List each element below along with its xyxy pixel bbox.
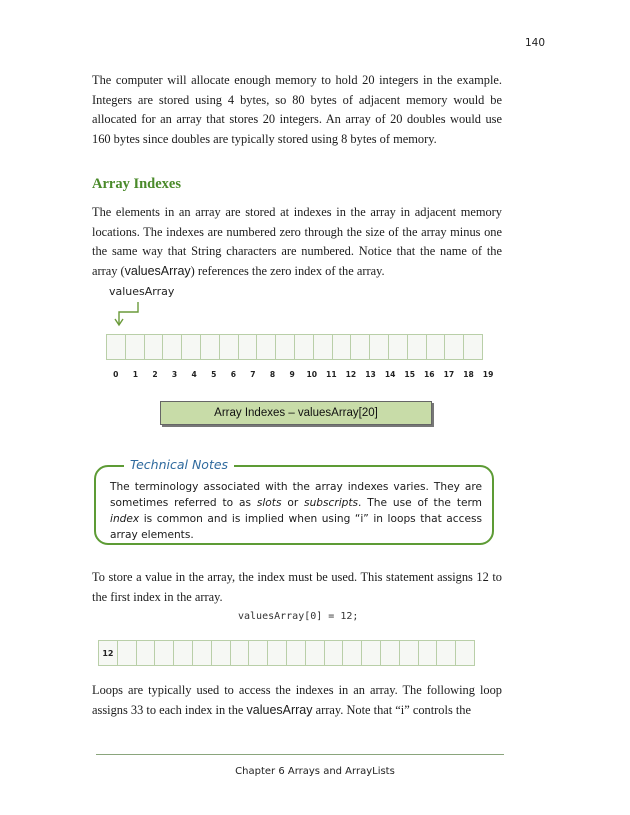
index-labels bbox=[106, 370, 498, 379]
index-label: 16 bbox=[424, 370, 435, 379]
index-label: 17 bbox=[443, 370, 455, 379]
index-label: 9 bbox=[289, 370, 295, 379]
paragraph-loops-text-b: array. Note that “i” controls the bbox=[312, 702, 472, 717]
array-cell bbox=[219, 334, 239, 360]
notes-term-subscripts: subscripts bbox=[304, 497, 359, 509]
footer-chapter-title: Chapter 6 Arrays and ArrayLists bbox=[235, 766, 395, 777]
paragraph-indexes bbox=[92, 203, 502, 281]
pointer-arrow-icon bbox=[112, 300, 142, 328]
array-cell bbox=[418, 640, 438, 666]
notes-term-slots: slots bbox=[256, 497, 282, 509]
technical-notes-title: Technical Notes bbox=[124, 457, 234, 472]
array-cell bbox=[106, 334, 126, 360]
array-cell bbox=[125, 334, 145, 360]
array-cell bbox=[200, 334, 220, 360]
notes-text-c: . The use of the term bbox=[358, 497, 482, 509]
notes-term-index: index bbox=[110, 513, 140, 525]
paragraph-loops-text-a: Loops are typically used to access the indexes in an array. The following loop assigns 33 to each index in the bbox=[92, 683, 502, 717]
notes-text-a: The terminology associated with the array indexes varies. They are sometimes referred to as bbox=[110, 481, 482, 509]
paragraph-indexes-text-b: ) references the zero index of the array. bbox=[190, 263, 385, 278]
array-cell bbox=[350, 334, 370, 360]
array-cell bbox=[230, 640, 250, 666]
array-cell bbox=[444, 334, 464, 360]
notes-text-b: or bbox=[281, 497, 305, 509]
array-name-label: valuesArray bbox=[109, 285, 175, 298]
index-label: 6 bbox=[230, 370, 236, 379]
paragraph-store-value: To store a value in the array, the index must be used. This statement assigns 12 to the first index in the array. bbox=[92, 570, 502, 604]
paragraph-loops bbox=[92, 681, 502, 720]
notes-text-d: is common and is implied when using “i” in loops that access array elements. bbox=[110, 513, 482, 541]
array-cell bbox=[256, 334, 276, 360]
index-label: 12 bbox=[345, 370, 357, 379]
array-cell bbox=[144, 334, 164, 360]
paragraph-indexes-text-a: The elements in an array are stored at indexes in the array in adjacent memory locations. The indexes are numbered zero through the size of the array minus one the same way that String characters are numbered. Notice that the name of the array ( bbox=[92, 205, 502, 278]
index-label: 18 bbox=[463, 370, 474, 379]
array-cell bbox=[369, 334, 389, 360]
array-cell bbox=[248, 640, 268, 666]
array-cell bbox=[455, 640, 475, 666]
array-cell bbox=[162, 334, 182, 360]
index-label: 13 bbox=[365, 370, 376, 379]
index-label: 15 bbox=[404, 370, 415, 379]
array-cells-empty bbox=[106, 334, 482, 360]
inline-code-valuesarray-2: valuesArray bbox=[246, 702, 313, 717]
array-cell bbox=[267, 640, 287, 666]
array-cell bbox=[275, 334, 295, 360]
array-cell bbox=[192, 640, 212, 666]
index-label: 1 bbox=[132, 370, 139, 379]
array-cell bbox=[305, 640, 325, 666]
index-label: 4 bbox=[191, 370, 197, 379]
index-label: 0 bbox=[113, 370, 119, 379]
code-assignment: valuesArray[0] = 12; bbox=[238, 611, 359, 622]
index-label: 10 bbox=[306, 370, 318, 379]
index-label: 2 bbox=[152, 370, 158, 379]
array-cell bbox=[294, 334, 314, 360]
array-cell bbox=[463, 334, 483, 360]
technical-notes-text bbox=[110, 479, 482, 543]
array-cell bbox=[173, 640, 193, 666]
array-cell bbox=[181, 334, 201, 360]
index-label: 3 bbox=[171, 370, 178, 379]
section-heading: Array Indexes bbox=[92, 176, 182, 192]
array-cell bbox=[399, 640, 419, 666]
array-cell bbox=[136, 640, 156, 666]
index-label: 8 bbox=[269, 370, 276, 379]
array-cell-value: 12 bbox=[98, 640, 118, 666]
array-cell bbox=[342, 640, 362, 666]
array-cell bbox=[154, 640, 174, 666]
paragraph-memory: The computer will allocate enough memory to hold 20 integers in the example. Integers are stored using 4 bytes, so 80 bytes of adjacent memory would be allocated for an array that stores 20 integers. An array of 20 doubles would use 160 bytes since doubles are typically stored using 8 bytes of memory. bbox=[92, 73, 502, 146]
array-cell bbox=[324, 640, 344, 666]
array-cell bbox=[388, 334, 408, 360]
array-cell bbox=[286, 640, 306, 666]
array-cell bbox=[238, 334, 258, 360]
array-cell bbox=[117, 640, 137, 666]
index-label: 5 bbox=[211, 370, 217, 379]
array-cell bbox=[361, 640, 381, 666]
footer-divider bbox=[96, 754, 504, 755]
inline-code-valuesarray: valuesArray bbox=[124, 263, 191, 278]
index-label: 14 bbox=[384, 370, 396, 379]
index-label: 11 bbox=[326, 370, 337, 379]
index-label: 19 bbox=[482, 370, 494, 379]
array-cell bbox=[313, 334, 333, 360]
index-label: 7 bbox=[250, 370, 256, 379]
page-number: 140 bbox=[524, 37, 545, 49]
diagram-caption: Array Indexes – valuesArray[20] bbox=[160, 401, 432, 425]
array-cell bbox=[426, 334, 446, 360]
array-cell bbox=[211, 640, 231, 666]
array-cell bbox=[407, 334, 427, 360]
array-cells-stored bbox=[98, 640, 474, 666]
array-cell bbox=[436, 640, 456, 666]
array-cell bbox=[380, 640, 400, 666]
array-cell bbox=[332, 334, 352, 360]
